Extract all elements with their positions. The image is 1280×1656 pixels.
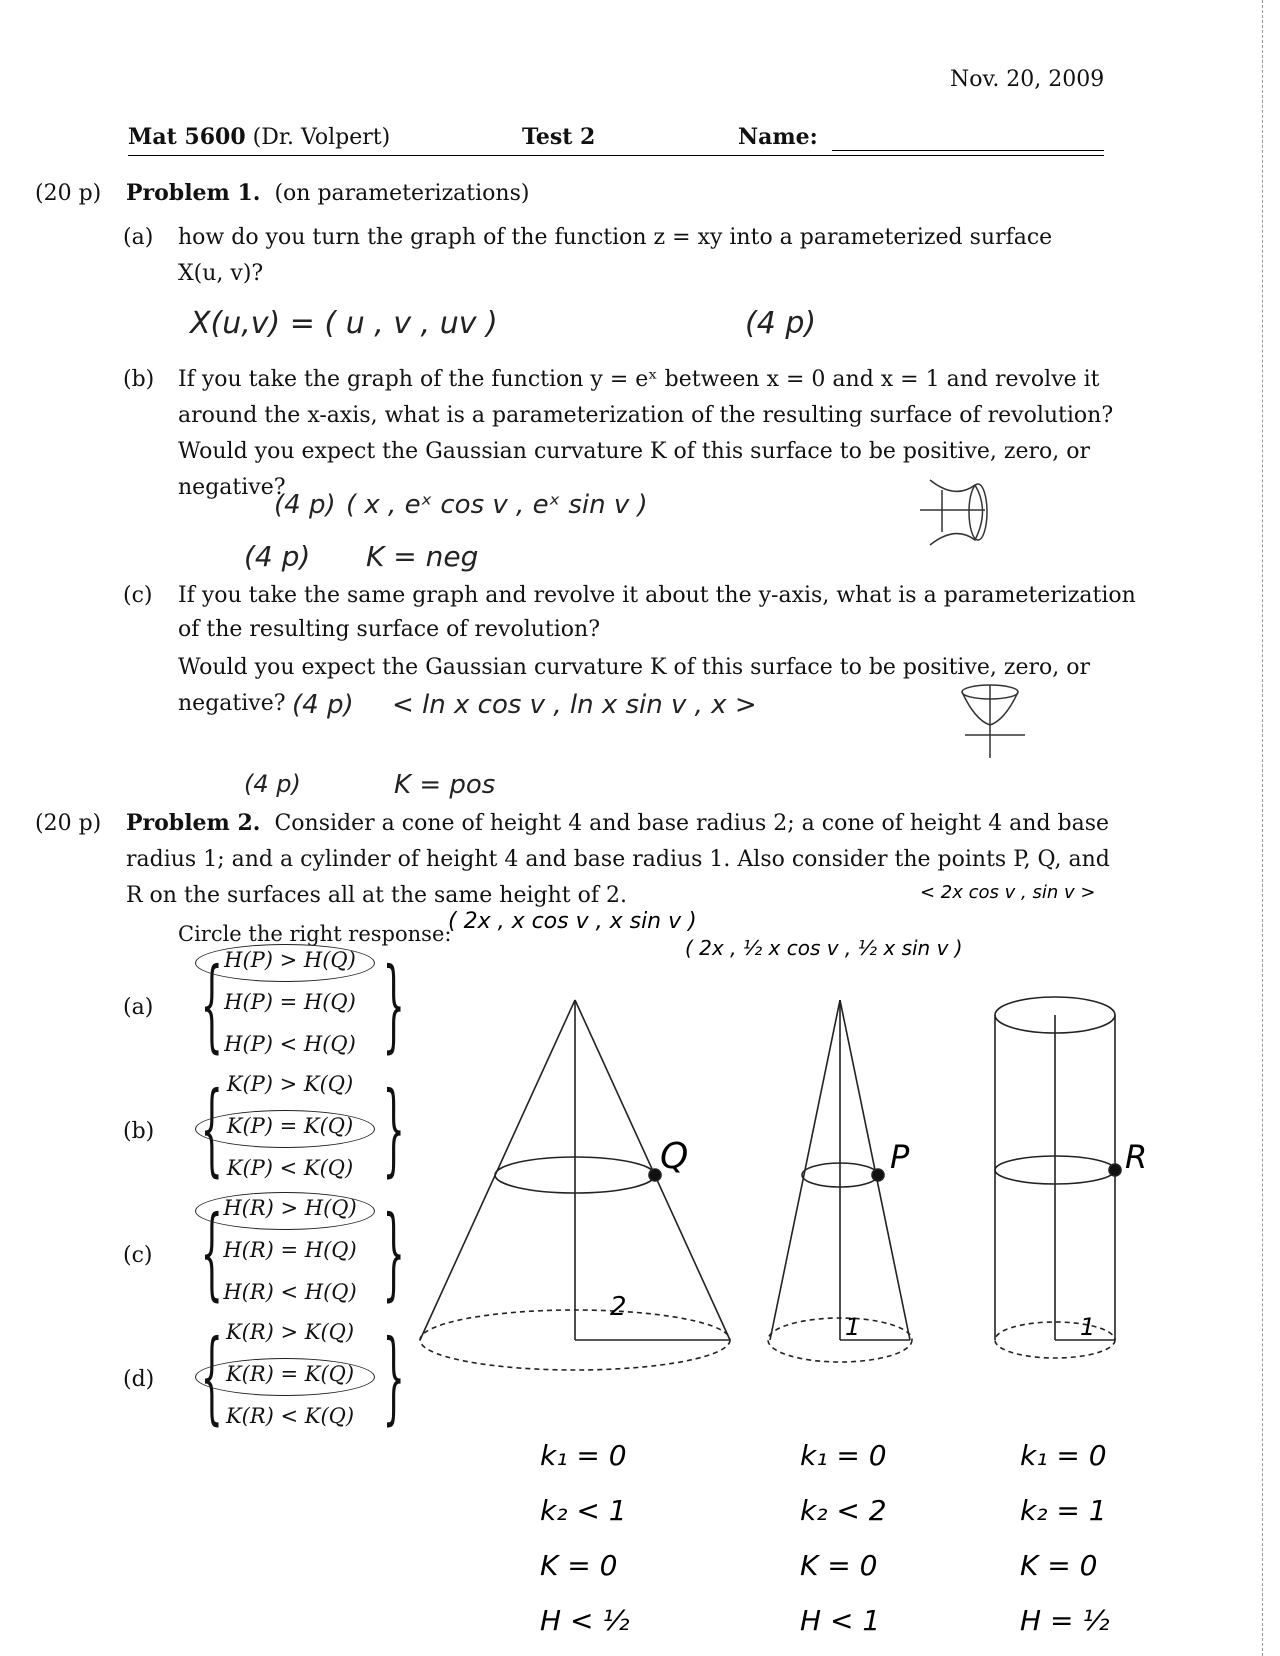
curvature-value: k₁ = 0	[540, 1439, 627, 1472]
p1b-text1: If you take the graph of the function y = eˣ between x = 0 and x = 1 and revolve it	[178, 367, 1100, 392]
param-r: < 2x cos v , sin v >	[920, 882, 1096, 903]
p2-option[interactable]: K(R) = K(Q)	[225, 1362, 355, 1386]
p1c-score1: (4 p)	[292, 690, 354, 720]
param-q: ( 2x , x cos v , x sin v )	[448, 909, 697, 934]
p1a-score: (4 p)	[745, 306, 817, 341]
p2-option[interactable]: H(R) < H(Q)	[223, 1280, 357, 1304]
p2-option[interactable]: K(R) > K(Q)	[225, 1320, 355, 1344]
radius-r: 1	[1080, 1313, 1096, 1341]
p1b-score1: (4 p)	[274, 490, 336, 520]
p1a-label: (a)	[123, 225, 154, 250]
label-p: P	[890, 1138, 910, 1176]
p2-instruction: Circle the right response:	[178, 922, 452, 946]
p2-option[interactable]: H(P) < H(Q)	[224, 1032, 356, 1056]
page-edge-dashed-line	[1262, 0, 1263, 1656]
p1c-text4: negative?	[178, 691, 286, 716]
p2-group-label: (a)	[123, 995, 154, 1020]
curvature-value: K = 0	[540, 1549, 618, 1582]
p2-points: (20 p)	[35, 811, 102, 836]
curvature-value: K = 0	[800, 1549, 878, 1582]
p2-group-label: (d)	[123, 1367, 155, 1392]
course: Mat 5600	[128, 124, 246, 150]
radius-q: 2	[610, 1292, 627, 1322]
curvature-values	[540, 1439, 1109, 1637]
p1-title: Problem 1.	[126, 180, 261, 206]
left-brace: {	[200, 1070, 223, 1187]
label-q: Q	[660, 1136, 689, 1177]
small-cone	[768, 1000, 912, 1362]
p1c-k-answer: K = pos	[394, 770, 496, 800]
curvature-value: k₂ < 1	[540, 1494, 627, 1527]
p2-title: Problem 2.	[126, 810, 261, 836]
date: Nov. 20, 2009	[950, 67, 1105, 92]
p2-option[interactable]: K(R) < K(Q)	[225, 1404, 355, 1428]
big-cone	[420, 1000, 730, 1370]
p1c-text2: of the resulting surface of revolution?	[178, 617, 601, 642]
course-line	[128, 120, 390, 155]
p1b-text4: negative?	[178, 475, 286, 500]
surfaces-sketch	[400, 882, 1220, 1637]
p1b-k-answer: K = neg	[366, 540, 479, 573]
p1a-answer: X(u,v) = ( u , v , uv )	[190, 306, 498, 341]
p1b-answer: ( x , eˣ cos v , eˣ sin v )	[346, 490, 648, 520]
p2-text2: radius 1; and a cylinder of height 4 and base radius 1. Also consider the points P, Q, and	[126, 847, 1110, 872]
p1b-text3: Would you expect the Gaussian curvature K of this surface to be positive, zero, or	[178, 439, 1091, 464]
p1c-score2: (4 p)	[244, 770, 301, 798]
p1a-text1: how do you turn the graph of the function z = xy into a parameterized surface	[178, 225, 1053, 250]
p2-option[interactable]: K(P) < K(Q)	[226, 1156, 354, 1180]
p2-text3: R on the surfaces all at the same height of 2.	[126, 883, 627, 908]
answer-circle	[195, 944, 375, 982]
left-brace: {	[200, 946, 223, 1063]
answer-circle	[195, 1358, 375, 1396]
name-blank	[832, 150, 1104, 151]
cylinder	[995, 997, 1121, 1358]
p1c-label: (c)	[123, 583, 153, 608]
p1b-label: (b)	[123, 367, 155, 392]
right-brace: }	[382, 946, 405, 1063]
curvature-value: k₁ = 0	[800, 1439, 887, 1472]
p1c-text1: If you take the same graph and revolve it about the y-axis, what is a parameterization	[178, 583, 1136, 608]
right-brace: }	[382, 1318, 405, 1435]
curvature-value: H = ½	[1020, 1604, 1110, 1637]
p1c-answer: < ln x cos v , ln x sin v , x >	[392, 690, 757, 720]
p1b-text2: around the x-axis, what is a parameterization of the resulting surface of revolution?	[178, 403, 1114, 428]
p2-group-label: (b)	[123, 1119, 155, 1144]
p2-line1	[126, 806, 1109, 841]
curvature-value: k₂ = 1	[1020, 1494, 1107, 1527]
answer-circle	[195, 1192, 375, 1230]
right-brace: }	[382, 1194, 405, 1311]
test-title: Test 2	[522, 124, 596, 150]
curvature-value: H < 1	[800, 1604, 881, 1637]
left-brace: {	[200, 1318, 223, 1435]
radius-p: 1	[845, 1313, 861, 1341]
revolve-x-sketch	[900, 470, 1000, 560]
label-r: R	[1125, 1138, 1148, 1176]
p2-option[interactable]: K(P) > K(Q)	[226, 1072, 354, 1096]
right-brace: }	[382, 1070, 405, 1187]
p2-option[interactable]: H(P) > H(Q)	[224, 948, 356, 972]
p1-heading	[126, 176, 529, 211]
p1-points: (20 p)	[35, 181, 102, 206]
p1a-text2: X(u, v)?	[178, 261, 264, 286]
curvature-value: k₂ < 2	[800, 1494, 887, 1527]
param-p: ( 2x , ½ x cos v , ½ x sin v )	[685, 936, 963, 960]
revolve-y-sketch	[945, 680, 1035, 760]
instructor: (Dr. Volpert)	[252, 125, 391, 150]
curvature-value: K = 0	[1020, 1549, 1098, 1582]
answer-circle	[195, 1110, 375, 1148]
p2-option[interactable]: H(R) = H(Q)	[223, 1238, 357, 1262]
p1b-score2: (4 p)	[244, 540, 311, 573]
p2-option[interactable]: H(P) = H(Q)	[224, 990, 356, 1014]
p2-option[interactable]: K(P) = K(Q)	[226, 1114, 354, 1138]
p1-topic: (on parameterizations)	[274, 181, 530, 206]
p2-text1: Consider a cone of height 4 and base radius 2; a cone of height 4 and base	[274, 811, 1110, 836]
p1c-text3: Would you expect the Gaussian curvature K of this surface to be positive, zero, or	[178, 655, 1091, 680]
p2-option[interactable]: H(R) > H(Q)	[223, 1196, 357, 1220]
left-brace: {	[200, 1194, 223, 1311]
p2-group-label: (c)	[123, 1243, 153, 1268]
curvature-value: H < ½	[540, 1604, 630, 1637]
header-rule	[128, 155, 1104, 156]
curvature-value: k₁ = 0	[1020, 1439, 1107, 1472]
name-label: Name:	[738, 124, 818, 150]
